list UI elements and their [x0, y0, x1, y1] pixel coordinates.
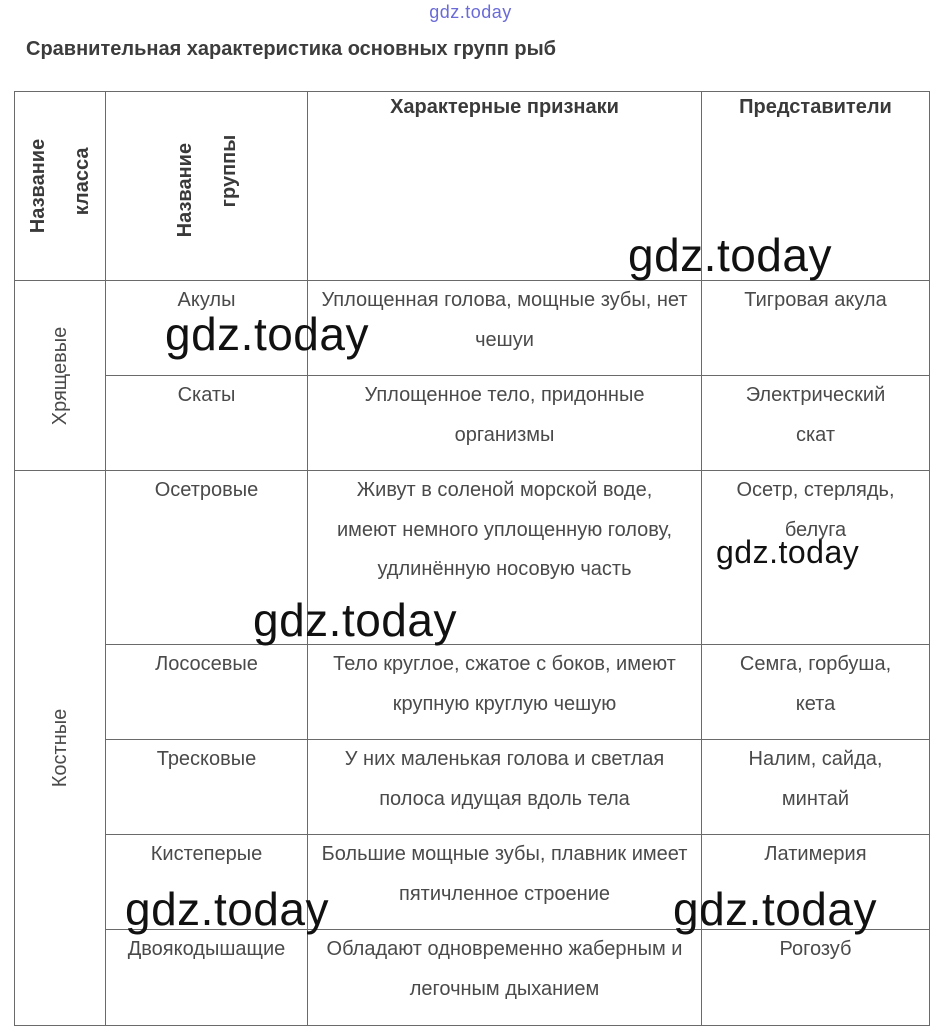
- fish-comparison-table: [14, 91, 930, 1026]
- table-row: [15, 835, 930, 930]
- watermark: gdz.today: [716, 534, 860, 570]
- table-row: [15, 281, 930, 376]
- representatives-cell: Электрический скат: [702, 376, 930, 471]
- group-cell: Двоякодышащие: [106, 930, 308, 1026]
- group-cell: Осетровые: [106, 471, 308, 645]
- group-cell: Лососевые: [106, 645, 308, 740]
- class-name: Костные: [49, 708, 71, 788]
- representatives-cell: Налим, сайда, минтай: [702, 740, 930, 835]
- header-group-line2: группы: [217, 134, 240, 208]
- group-cell: Скаты: [106, 376, 308, 471]
- watermark: gdz.today: [253, 594, 457, 646]
- header-features: Характерные признаки: [308, 92, 702, 281]
- table-row: [15, 930, 930, 1026]
- representatives-cell: Латимерия: [702, 835, 930, 930]
- watermark: gdz.today: [125, 883, 329, 935]
- table-row: [15, 645, 930, 740]
- representatives-cell: Тигровая акула: [702, 281, 930, 376]
- watermark: gdz.today: [673, 883, 877, 935]
- group-cell: Акулы: [106, 281, 308, 376]
- header-class-line2: класса: [71, 147, 93, 216]
- representatives-cell: Семга, горбуша, кета: [702, 645, 930, 740]
- features-cell: У них маленькая голова и светлая полоса идущая вдоль тела: [308, 740, 702, 835]
- representatives-cell: Рогозуб: [702, 930, 930, 1026]
- features-cell: Уплощенное тело, придонные организмы: [308, 376, 702, 471]
- class-cell-bony: [15, 471, 106, 1026]
- table-row: [15, 376, 930, 471]
- class-name: Хрящевые: [49, 326, 71, 425]
- table-row: [15, 740, 930, 835]
- features-cell: Живут в соленой морской воде, имеют немного уплощенную голову, удлинённую носовую часть: [308, 471, 702, 645]
- header-class-name: [15, 92, 106, 281]
- table-row: [15, 471, 930, 645]
- group-cell: Тресковые: [106, 740, 308, 835]
- header-class-line1: Название: [27, 138, 49, 234]
- features-cell: Уплощенная голова, мощные зубы, нет чешуи: [308, 281, 702, 376]
- top-watermark: gdz.today: [429, 2, 512, 22]
- header-representatives: Представители: [702, 92, 930, 281]
- features-cell: Большие мощные зубы, плавник имеет пятичленное строение: [308, 835, 702, 930]
- class-cell-cartilaginous: [15, 281, 106, 471]
- representatives-cell: Осетр, стерлядь, белуга: [702, 471, 930, 645]
- watermark: gdz.today: [165, 308, 369, 360]
- header-group-line1: Название: [173, 142, 196, 238]
- features-cell: Тело круглое, сжатое с боков, имеют крупную круглую чешую: [308, 645, 702, 740]
- group-cell: Кистеперые: [106, 835, 308, 930]
- header-group-name: [106, 92, 308, 281]
- watermark: gdz.today: [628, 229, 832, 281]
- features-cell: Обладают одновременно жаберным и легочным дыханием: [308, 930, 702, 1026]
- page-title: Сравнительная характеристика основных групп рыб: [26, 38, 557, 60]
- table-header-row: [15, 92, 930, 281]
